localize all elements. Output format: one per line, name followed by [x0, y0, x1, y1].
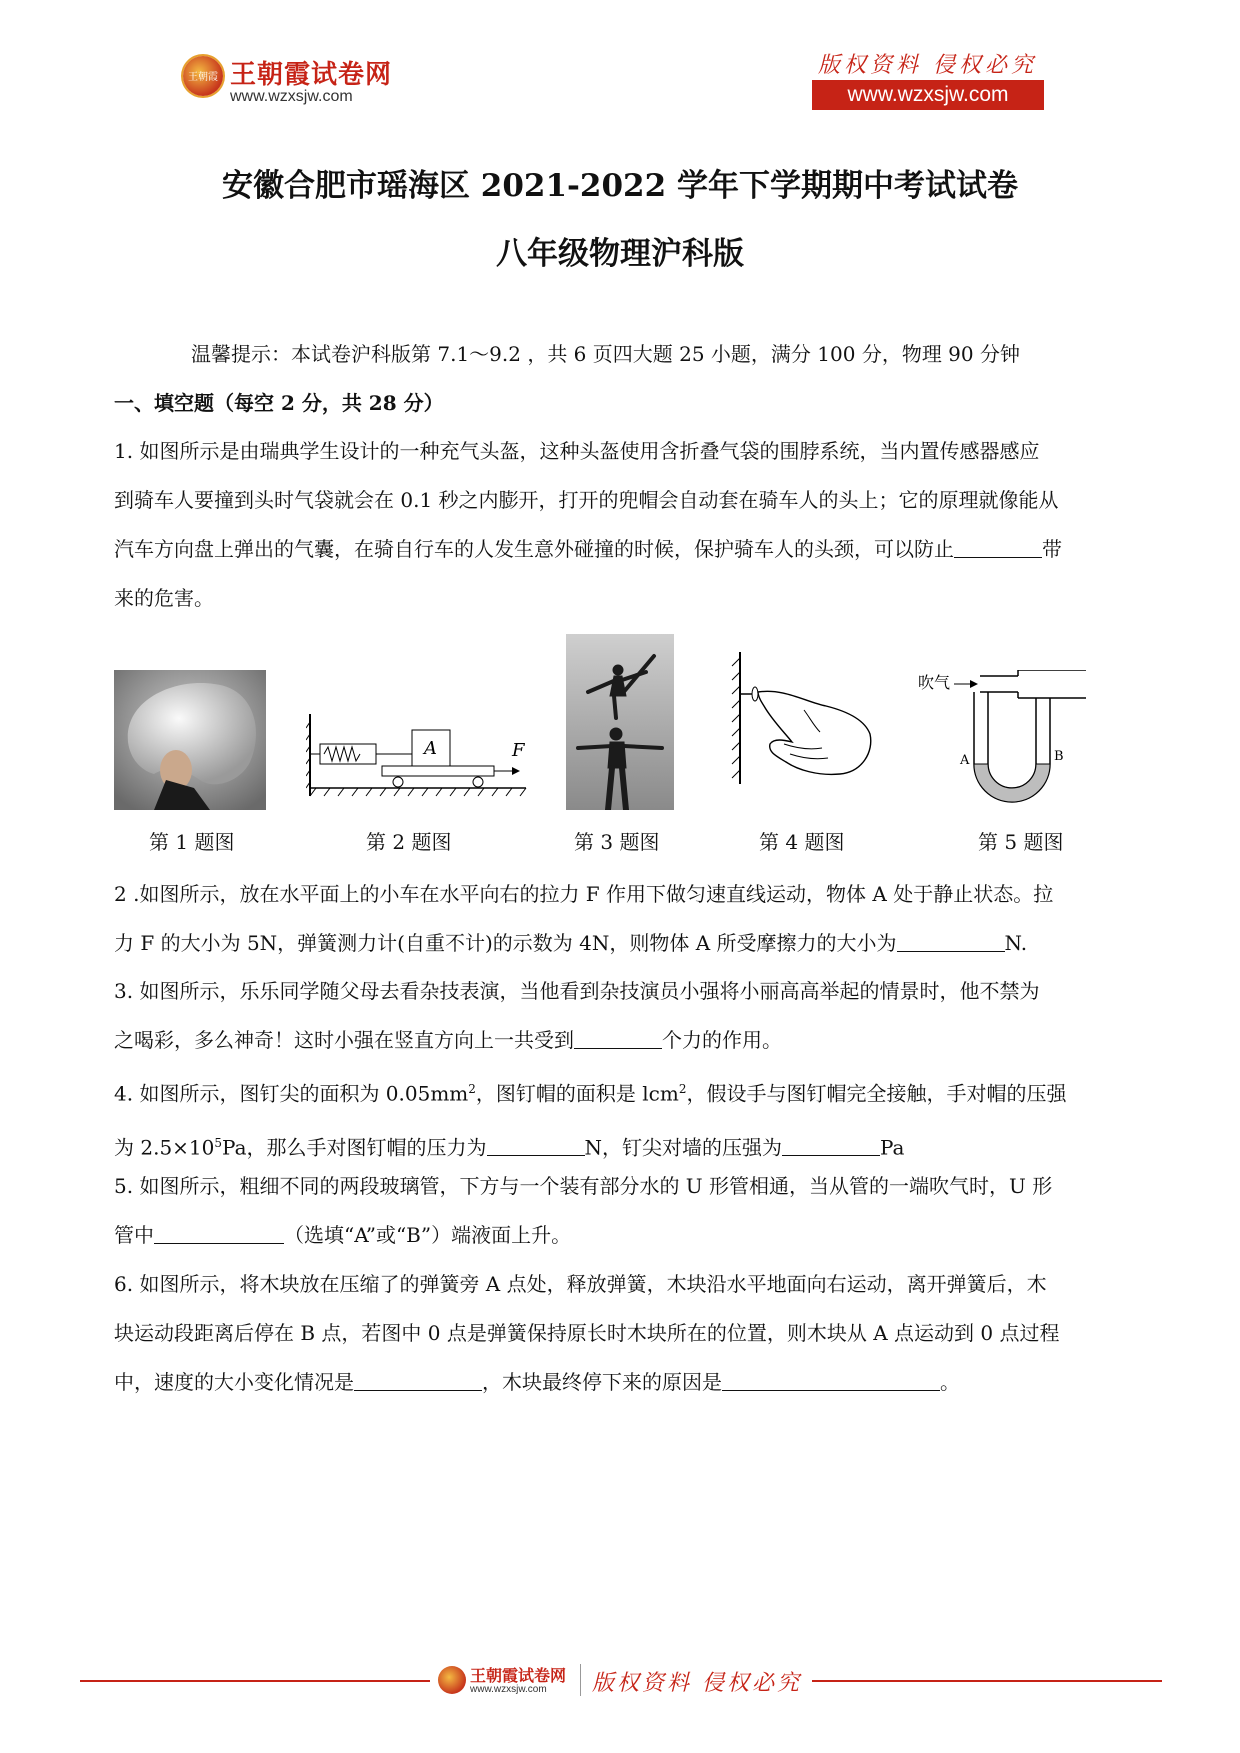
figure-caption: 第 5 题图: [978, 830, 1064, 854]
footer-divider: [812, 1680, 1162, 1682]
copyright-notice: 版权资料 侵权必究: [818, 53, 1037, 78]
logo-name: 王朝霞试卷网: [230, 60, 393, 90]
question-1: 1. 如图所示是由瑞典学生设计的一种充气头盔，这种头盔使用含折叠气袋的围脖系统，当内置传感器感应 到骑车人要撞到头时气袋就会在 0.1 秒之内膨开，打开的兜帽会自动套在骑车人的头上；它的原理就像能从 汽车方向盘上弹出的气囊，在骑自行车的人发生意外碰撞的时候，保护骑车人的头颈，可以防止 带 来的危害。: [114, 439, 1062, 610]
exam-tip: 温馨提示：本试卷沪科版第 7.1～9.2 ，共 6 页四大题 25 小题，满分 100 分，物理 90 分钟: [191, 342, 1020, 366]
footer-url[interactable]: www.wzxsjw.com: [470, 1684, 547, 1695]
footer-separator: [580, 1664, 581, 1696]
figure-caption: 第 3 题图: [574, 830, 660, 854]
answer-blank[interactable]: [897, 931, 1005, 952]
figure-caption: 第 1 题图: [149, 830, 235, 854]
answer-blank[interactable]: [154, 1223, 284, 1244]
answer-blank[interactable]: [574, 1028, 662, 1049]
answer-blank[interactable]: [782, 1135, 880, 1156]
exam-title: 安徽合肥市瑶海区 2021-2022 学年下学期期中考试试卷: [221, 168, 1018, 204]
question-5: 5. 如图所示，粗细不同的两段玻璃管，下方与一个装有部分水的 U 形管相通，当从管的一端吹气时，U 形 管中 （选填“A”或“B”）端液面上升。: [114, 1174, 1053, 1247]
figure-4-thumbtack-diagram: [714, 648, 874, 788]
figure-2-cart-diagram: [306, 712, 530, 802]
exam-subtitle: 八年级物理沪科版: [496, 236, 744, 272]
figure-3-acrobats-image: [566, 634, 674, 810]
answer-blank[interactable]: [487, 1135, 585, 1156]
answer-blank[interactable]: [954, 537, 1042, 558]
figure-5-label-b: B: [1054, 749, 1064, 764]
logo-url[interactable]: www.wzxsjw.com: [230, 88, 353, 105]
question-6: 6. 如图所示，将木块放在压缩了的弹簧旁 A 点处，释放弹簧，木块沿水平地面向右运动，离开弹簧后，木 块运动段距离后停在 B 点，若图中 0 点是弹簧保持原长时木块所在的位置，则木块从 A 点运动到 0 点过程 中，速度的大小变化情况是 ，木块最终停下来的原因是 。: [114, 1272, 1060, 1394]
figure-5-label-a: A: [960, 753, 970, 768]
section-heading: 一、填空题（每空 2 分，共 28 分）: [114, 391, 444, 415]
figure-5-u-tube-diagram: [918, 670, 1098, 806]
question-4: 4. 如图所示，图钉尖的面积为 $0.05mm^2$，图钉帽的面积是 lcm$^2$，假设手与图钉帽完全接触，手对帽的压强 为 $2.5\times 10^5Pa$，那么手对图钉帽的压力为 N，钉尖对墙的压强为 Pa: [114, 1081, 1067, 1160]
footer-divider: [80, 1680, 430, 1682]
figure-5-blow-label: 吹气: [918, 673, 951, 692]
footer-logo-name: 王朝霞试卷网: [470, 1666, 567, 1685]
figure-2-force-label: F: [512, 740, 525, 761]
figure-1-helmet-image: [114, 670, 266, 810]
footer-logo-icon: [438, 1666, 466, 1694]
logo-badge-icon: [183, 56, 223, 96]
figure-2-block-label: A: [424, 738, 437, 759]
figure-caption: 第 4 题图: [759, 830, 845, 854]
answer-blank[interactable]: [722, 1370, 940, 1391]
url-banner[interactable]: www.wzxsjw.com: [812, 80, 1044, 110]
figure-caption: 第 2 题图: [366, 830, 452, 854]
question-2: 2 .如图所示，放在水平面上的小车在水平向右的拉力 F 作用下做匀速直线运动，物体 A 处于静止状态。拉 力 F 的大小为 5N，弹簧测力计(自重不计)的示数为 4N，则物体 A 所受摩擦力的大小为 N.: [114, 882, 1054, 955]
question-3: 3. 如图所示，乐乐同学随父母去看杂技表演，当他看到杂技演员小强将小丽高高举起的情景时，他不禁为 之喝彩，多么神奇！这时小强在竖直方向上一共受到 个力的作用。: [114, 979, 1040, 1052]
logo-badge-text: 王朝霞: [188, 72, 218, 83]
footer-copyright: 版权资料 侵权必究: [592, 1671, 802, 1696]
answer-blank[interactable]: [354, 1370, 482, 1391]
